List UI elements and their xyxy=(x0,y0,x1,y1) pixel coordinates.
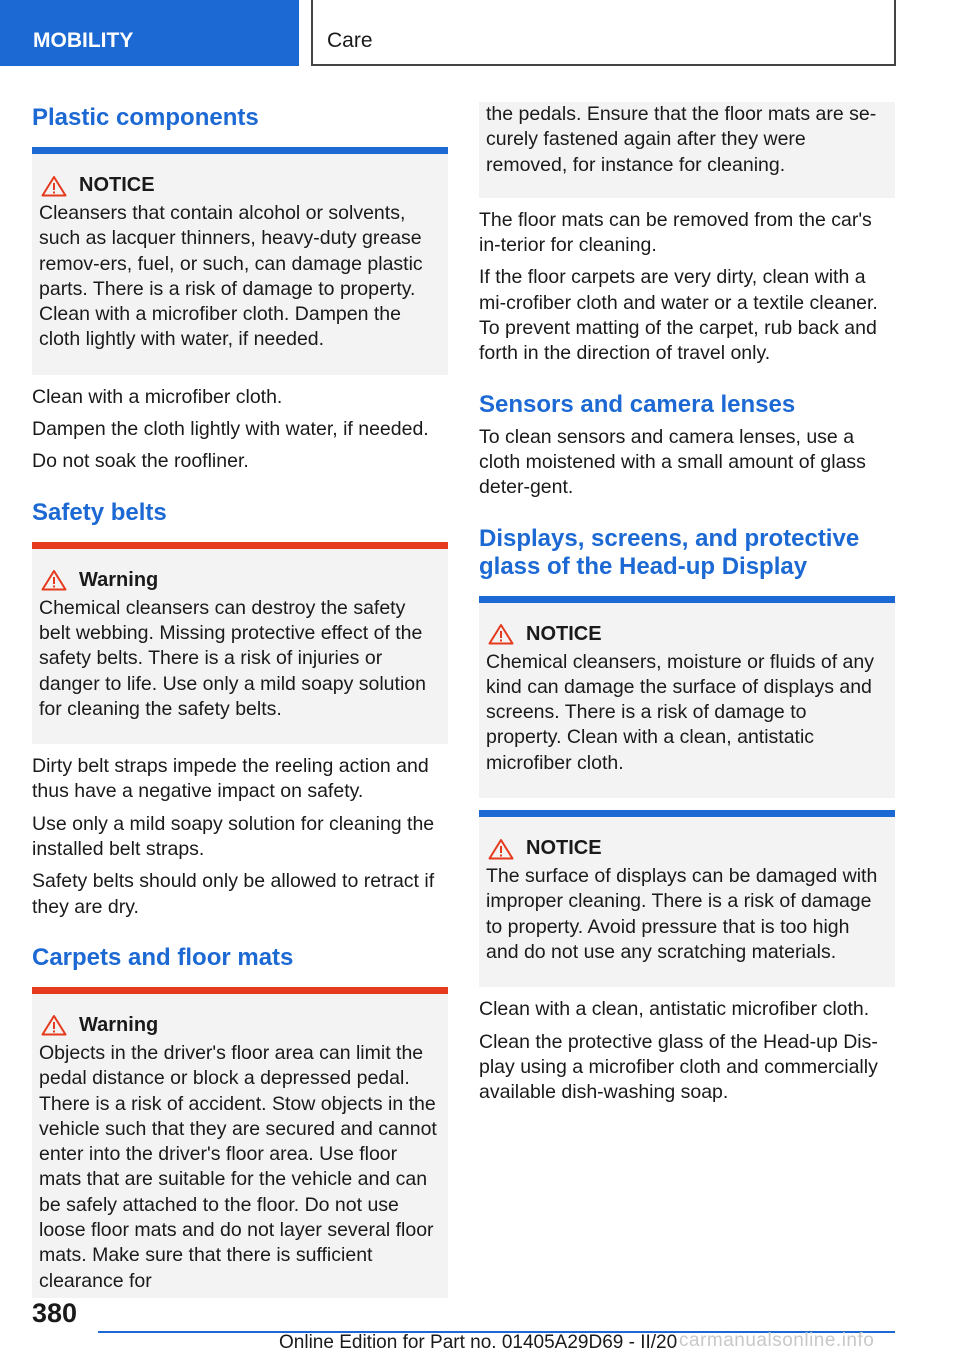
warning-title: Warning xyxy=(79,1013,159,1036)
body-text: To clean sensors and camera lenses, use a cloth moistened with a small amount of glass deter-gent. xyxy=(479,425,866,499)
chapter-title: Care xyxy=(311,0,896,66)
warning-triangle-icon xyxy=(41,569,67,591)
notice-box-displays-2 xyxy=(479,810,895,987)
belts-body xyxy=(32,754,448,920)
edition-text: Online Edition for Part no. 01405A29D69 - II/20 xyxy=(279,1332,678,1353)
body-text: Do not soak the roofliner. xyxy=(32,450,249,473)
body-text: Clean the protective glass of the Head-up Dis-play using a microfiber cloth and commercially available dish-washing soap. xyxy=(479,1030,878,1104)
warning-text: the pedals. Ensure that the floor mats are se-curely fastened again after they were removed, for instance for cleaning. xyxy=(486,103,877,176)
notice-box-plastic xyxy=(32,147,448,375)
notice-text: The surface of displays can be damaged with improper cleaning. There is a risk of damage to property. Avoid pressure that is too high and do not use any scratching materials. xyxy=(486,865,878,963)
heading-sensors-camera-lenses: Sensors and camera lenses xyxy=(479,390,796,418)
body-text: Safety belts should only be allowed to retract if they are dry. xyxy=(32,870,435,918)
body-text: If the floor carpets are very dirty, clean with a mi-crofiber cloth and water or a textile cleaner. To prevent matting of the carpet, rub back and forth in the direction of travel only. xyxy=(479,266,878,365)
notice-text: Chemical cleansers, moisture or fluids of any kind can damage the surface of displays and screens. There is a risk of damage to property. Clean with a clean, antistatic microfiber cloth. xyxy=(486,650,874,774)
body-text: Clean with a microfiber cloth. xyxy=(32,385,283,408)
warning-text: Objects in the driver's floor area can limit the pedal distance or block a depressed pedal. There is a risk of accident. Stow objects in the vehicle such that they are secured and cannot enter into the driver's floor area. Use floor mats that are suitable for the vehicle and can be safely attached to the floor. Do not use loose floor mats and do not layer several floor mats. Make sure that there is sufficient clearance for xyxy=(39,1041,437,1292)
warning-triangle-icon xyxy=(41,1014,67,1036)
warning-header xyxy=(39,569,440,592)
warning-box-carpets xyxy=(32,987,448,1298)
right-column xyxy=(479,102,895,1105)
body-text: Dampen the cloth lightly with water, if needed. xyxy=(32,418,429,441)
warning-box-carpets-continued xyxy=(479,102,895,198)
notice-title: NOTICE xyxy=(526,622,602,645)
warning-text: Chemical cleansers can destroy the safety belt webbing. Missing protective effect of the safety belts. There is a risk of injuries or danger to life. Use only a mild soapy solution for cleaning the safety belts. xyxy=(39,596,426,720)
warning-title: Warning xyxy=(79,568,159,591)
heading-plastic-components: Plastic components xyxy=(32,104,259,131)
body-text: Dirty belt straps impede the reeling action and thus have a negative impact on safety. xyxy=(32,755,429,803)
warning-header xyxy=(39,1014,440,1037)
body-text: The floor mats can be removed from the car's in-terior for cleaning. xyxy=(479,208,872,257)
warning-triangle-icon xyxy=(41,175,67,197)
body-text: Clean with a clean, antistatic microfiber cloth. xyxy=(479,998,870,1021)
notice-box-displays-1 xyxy=(479,596,895,798)
displays-body xyxy=(479,997,895,1105)
notice-title: NOTICE xyxy=(526,837,602,860)
notice-text: Cleansers that contain alcohol or solvents, such as lacquer thinners, heavy-duty grease remov-ers, fuel, or such, can damage plastic parts. There is a risk of damage to property. Clean with a microfiber cloth. Dampen the cloth lightly with water, if needed. xyxy=(39,202,423,351)
heading-safety-belts: Safety belts xyxy=(32,498,167,526)
warning-triangle-icon xyxy=(488,838,514,860)
page-header xyxy=(0,0,960,66)
warning-box-safety-belts xyxy=(32,542,448,744)
heading-carpets-floor-mats: Carpets and floor mats xyxy=(32,943,294,971)
section-tab: MOBILITY xyxy=(0,0,299,66)
watermark: carmanualsonline.info xyxy=(679,1330,875,1351)
page-number: 380 xyxy=(32,1298,78,1328)
notice-title: NOTICE xyxy=(79,174,155,196)
body-text: Use only a mild soapy solution for cleaning the installed belt straps. xyxy=(32,812,435,861)
plastic-body xyxy=(32,385,448,475)
notice-header xyxy=(486,837,887,860)
notice-header xyxy=(486,623,887,646)
notice-header xyxy=(39,174,440,197)
warning-triangle-icon xyxy=(488,623,514,645)
carpets-body xyxy=(479,208,895,367)
left-column xyxy=(32,100,448,1298)
heading-displays-screens: Displays, screens, and protective glass of the Head-up Display xyxy=(479,524,860,580)
